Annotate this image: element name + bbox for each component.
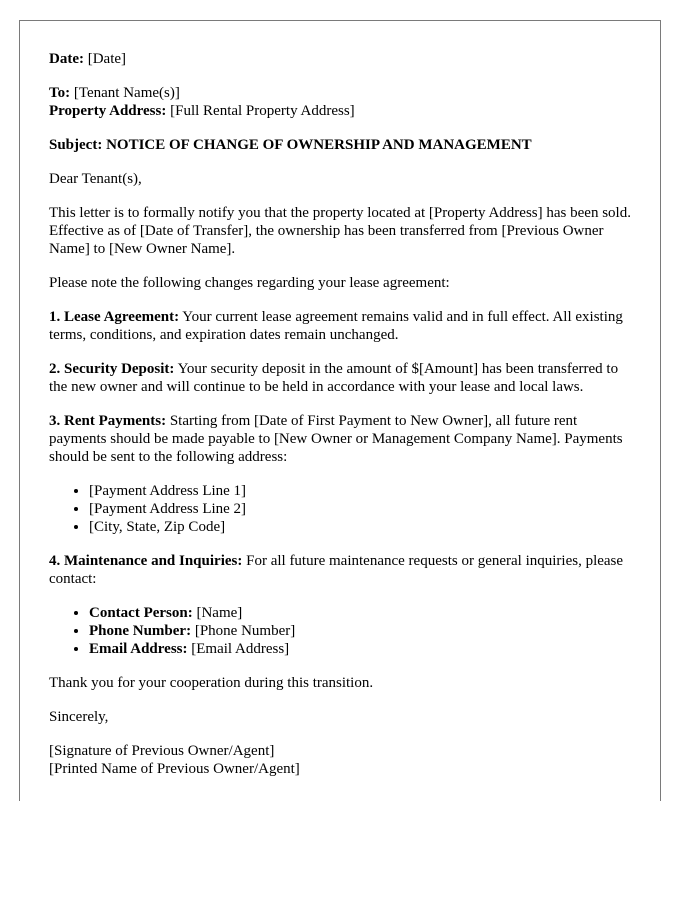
- date-label: Date:: [49, 51, 84, 67]
- lease-heading: 1. Lease Agreement:: [49, 309, 180, 325]
- closing: Sincerely,: [49, 709, 109, 725]
- date-line: [49, 50, 631, 68]
- letter-page: [19, 20, 661, 801]
- rent-heading: 3. Rent Payments:: [49, 413, 167, 429]
- to-value: [Tenant Name(s)]: [70, 85, 180, 101]
- email-address-label: Email Address:: [89, 641, 188, 657]
- date-value: [Date]: [83, 51, 127, 67]
- lease-text: Your current lease agreement remains valid and in full effect. All existing terms, conditions, and expiration dates remain unchanged.: [49, 309, 623, 343]
- to-label: To:: [49, 85, 71, 101]
- contact-person-value: [Name]: [192, 605, 243, 621]
- email-address-value: [Email Address]: [187, 641, 290, 657]
- list-item: [89, 640, 631, 658]
- maintenance-section: [49, 552, 631, 588]
- subject-line: [49, 136, 631, 154]
- list-item: • [City, State, Zip Code]: [89, 518, 631, 536]
- deposit-section: [49, 360, 631, 396]
- greeting: Dear Tenant(s),: [49, 171, 142, 187]
- printed-name-line: [Printed Name of Previous Owner/Agent]: [49, 761, 300, 777]
- list-item: • [Payment Address Line 2]: [89, 500, 631, 518]
- subject-value: NOTICE OF CHANGE OF OWNERSHIP AND MANAGEMENT: [102, 137, 532, 153]
- subject-label: Subject:: [49, 137, 103, 153]
- payment-address-list: [49, 482, 631, 536]
- lease-section: [49, 308, 631, 344]
- maintenance-heading: 4. Maintenance and Inquiries:: [49, 553, 243, 569]
- signature-line: [Signature of Previous Owner/Agent]: [49, 743, 275, 759]
- list-item: • [Payment Address Line 1]: [89, 482, 631, 500]
- deposit-heading: 2. Security Deposit:: [49, 361, 175, 377]
- thanks-paragraph: Thank you for your cooperation during this transition.: [49, 675, 374, 691]
- contact-person-label: Contact Person:: [89, 605, 193, 621]
- contact-list: [49, 604, 631, 658]
- intro-paragraph: This letter is to formally notify you that the property located at [Property Address] has been sold. Effective as of [Date of Transfer], the ownership has been transferred from [Previous Owner Name] to [New Owner Name].: [49, 205, 631, 257]
- recipient-line: [49, 84, 631, 102]
- maintenance-text: For all future maintenance requests or general inquiries, please contact:: [49, 553, 624, 587]
- changes-intro: Please note the following changes regarding your lease agreement:: [49, 275, 450, 291]
- property-address-line: [49, 102, 631, 120]
- property-address-label: Property Address:: [49, 103, 167, 119]
- phone-number-label: Phone Number:: [89, 623, 192, 639]
- rent-text: Starting from [Date of First Payment to New Owner], all future rent payments should be made payable to [New Owner or Management Company Name]. Payments should be sent to the following address:: [49, 413, 623, 465]
- deposit-text: Your security deposit in the amount of $[Amount] has been transferred to the new owner and will continue to be held in accordance with your lease and local laws.: [49, 361, 619, 395]
- list-item: [89, 604, 631, 622]
- signature-block: [49, 742, 631, 778]
- phone-number-value: [Phone Number]: [191, 623, 296, 639]
- rent-section: [49, 412, 631, 466]
- list-item: [89, 622, 631, 640]
- property-address-value: [Full Rental Property Address]: [166, 103, 355, 119]
